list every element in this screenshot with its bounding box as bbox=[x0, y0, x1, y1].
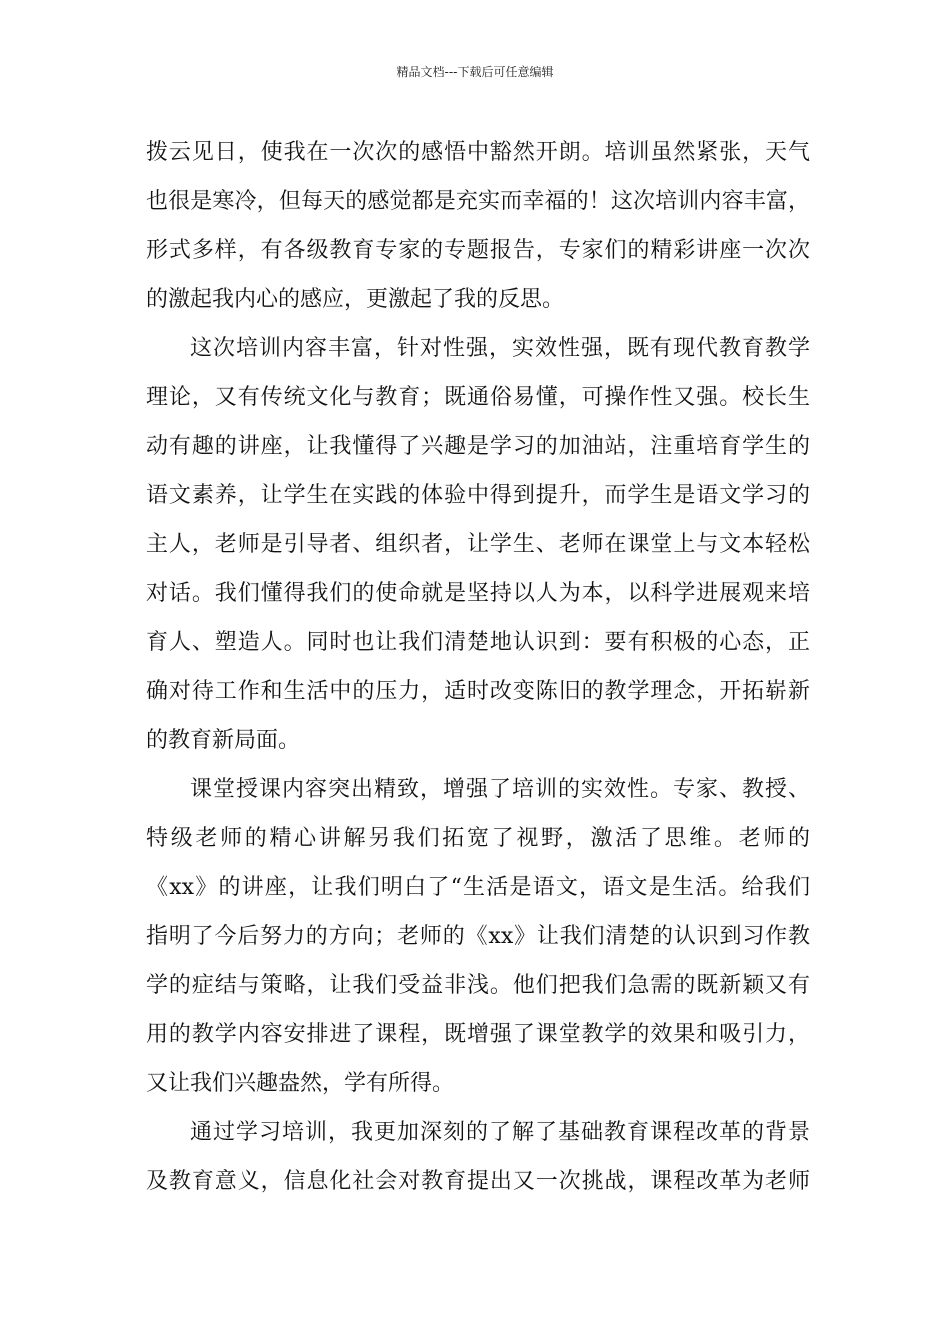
text-line: 理论，又有传统文化与教育；既通俗易懂，可操作性又强。校长生 bbox=[146, 385, 810, 410]
paragraph bbox=[146, 324, 810, 765]
text-line: 主人，老师是引导者、组织者，让学生、老师在课堂上与文本轻松 bbox=[146, 532, 810, 557]
text-line: 课堂授课内容突出精致，增强了培训的实效性。专家、教授、 bbox=[190, 777, 810, 802]
text-line: 形式多样，有各级教育专家的专题报告，专家们的精彩讲座一次次 bbox=[146, 238, 810, 263]
text-line: 的激起我内心的感应，更激起了我的反思。 bbox=[146, 287, 565, 312]
text-line: 又让我们兴趣盎然，学有所得。 bbox=[146, 1071, 455, 1096]
text-line: 特级老师的精心讲解另我们拓宽了视野，激活了思维。老师的 bbox=[146, 826, 810, 851]
paragraph bbox=[146, 1108, 810, 1206]
text-line: 语文素养，让学生在实践的体验中得到提升，而学生是语文学习的 bbox=[146, 483, 810, 508]
text-line: 拨云见日，使我在一次次的感悟中豁然开朗。培训虽然紧张，天气 bbox=[146, 140, 810, 165]
text-line: 《xx》的讲座，让我们明白了“生活是语文，语文是生活。给我们 bbox=[146, 875, 810, 900]
paragraph bbox=[146, 128, 810, 324]
text-line: 这次培训内容丰富，针对性强，实效性强，既有现代教育教学 bbox=[190, 336, 810, 361]
text-line: 确对待工作和生活中的压力，适时改变陈旧的教学理念，开拓崭新 bbox=[146, 679, 810, 704]
document-body bbox=[146, 128, 810, 1206]
page-header: 精品文档---下载后可任意编辑 bbox=[396, 65, 554, 79]
text-line: 动有趣的讲座，让我懂得了兴趣是学习的加油站，注重培育学生的 bbox=[146, 434, 810, 459]
text-line: 及教育意义，信息化社会对教育提出又一次挑战，课程改革为老师 bbox=[146, 1169, 810, 1194]
text-line: 用的教学内容安排进了课程，既增强了课堂教学的效果和吸引力， bbox=[146, 1022, 810, 1047]
text-line: 也很是寒冷，但每天的感觉都是充实而幸福的！这次培训内容丰富， bbox=[146, 189, 810, 214]
text-line: 的教育新局面。 bbox=[146, 728, 301, 753]
paragraph bbox=[146, 765, 810, 1108]
text-line: 育人、塑造人。同时也让我们清楚地认识到：要有积极的心态，正 bbox=[146, 630, 810, 655]
text-line: 学的症结与策略，让我们受益非浅。他们把我们急需的既新颖又有 bbox=[146, 973, 810, 998]
text-line: 通过学习培训，我更加深刻的了解了基础教育课程改革的背景 bbox=[190, 1120, 810, 1145]
text-line: 对话。我们懂得我们的使命就是坚持以人为本，以科学进展观来培 bbox=[146, 581, 810, 606]
text-line: 指明了今后努力的方向；老师的《xx》让我们清楚的认识到习作教 bbox=[146, 924, 810, 949]
